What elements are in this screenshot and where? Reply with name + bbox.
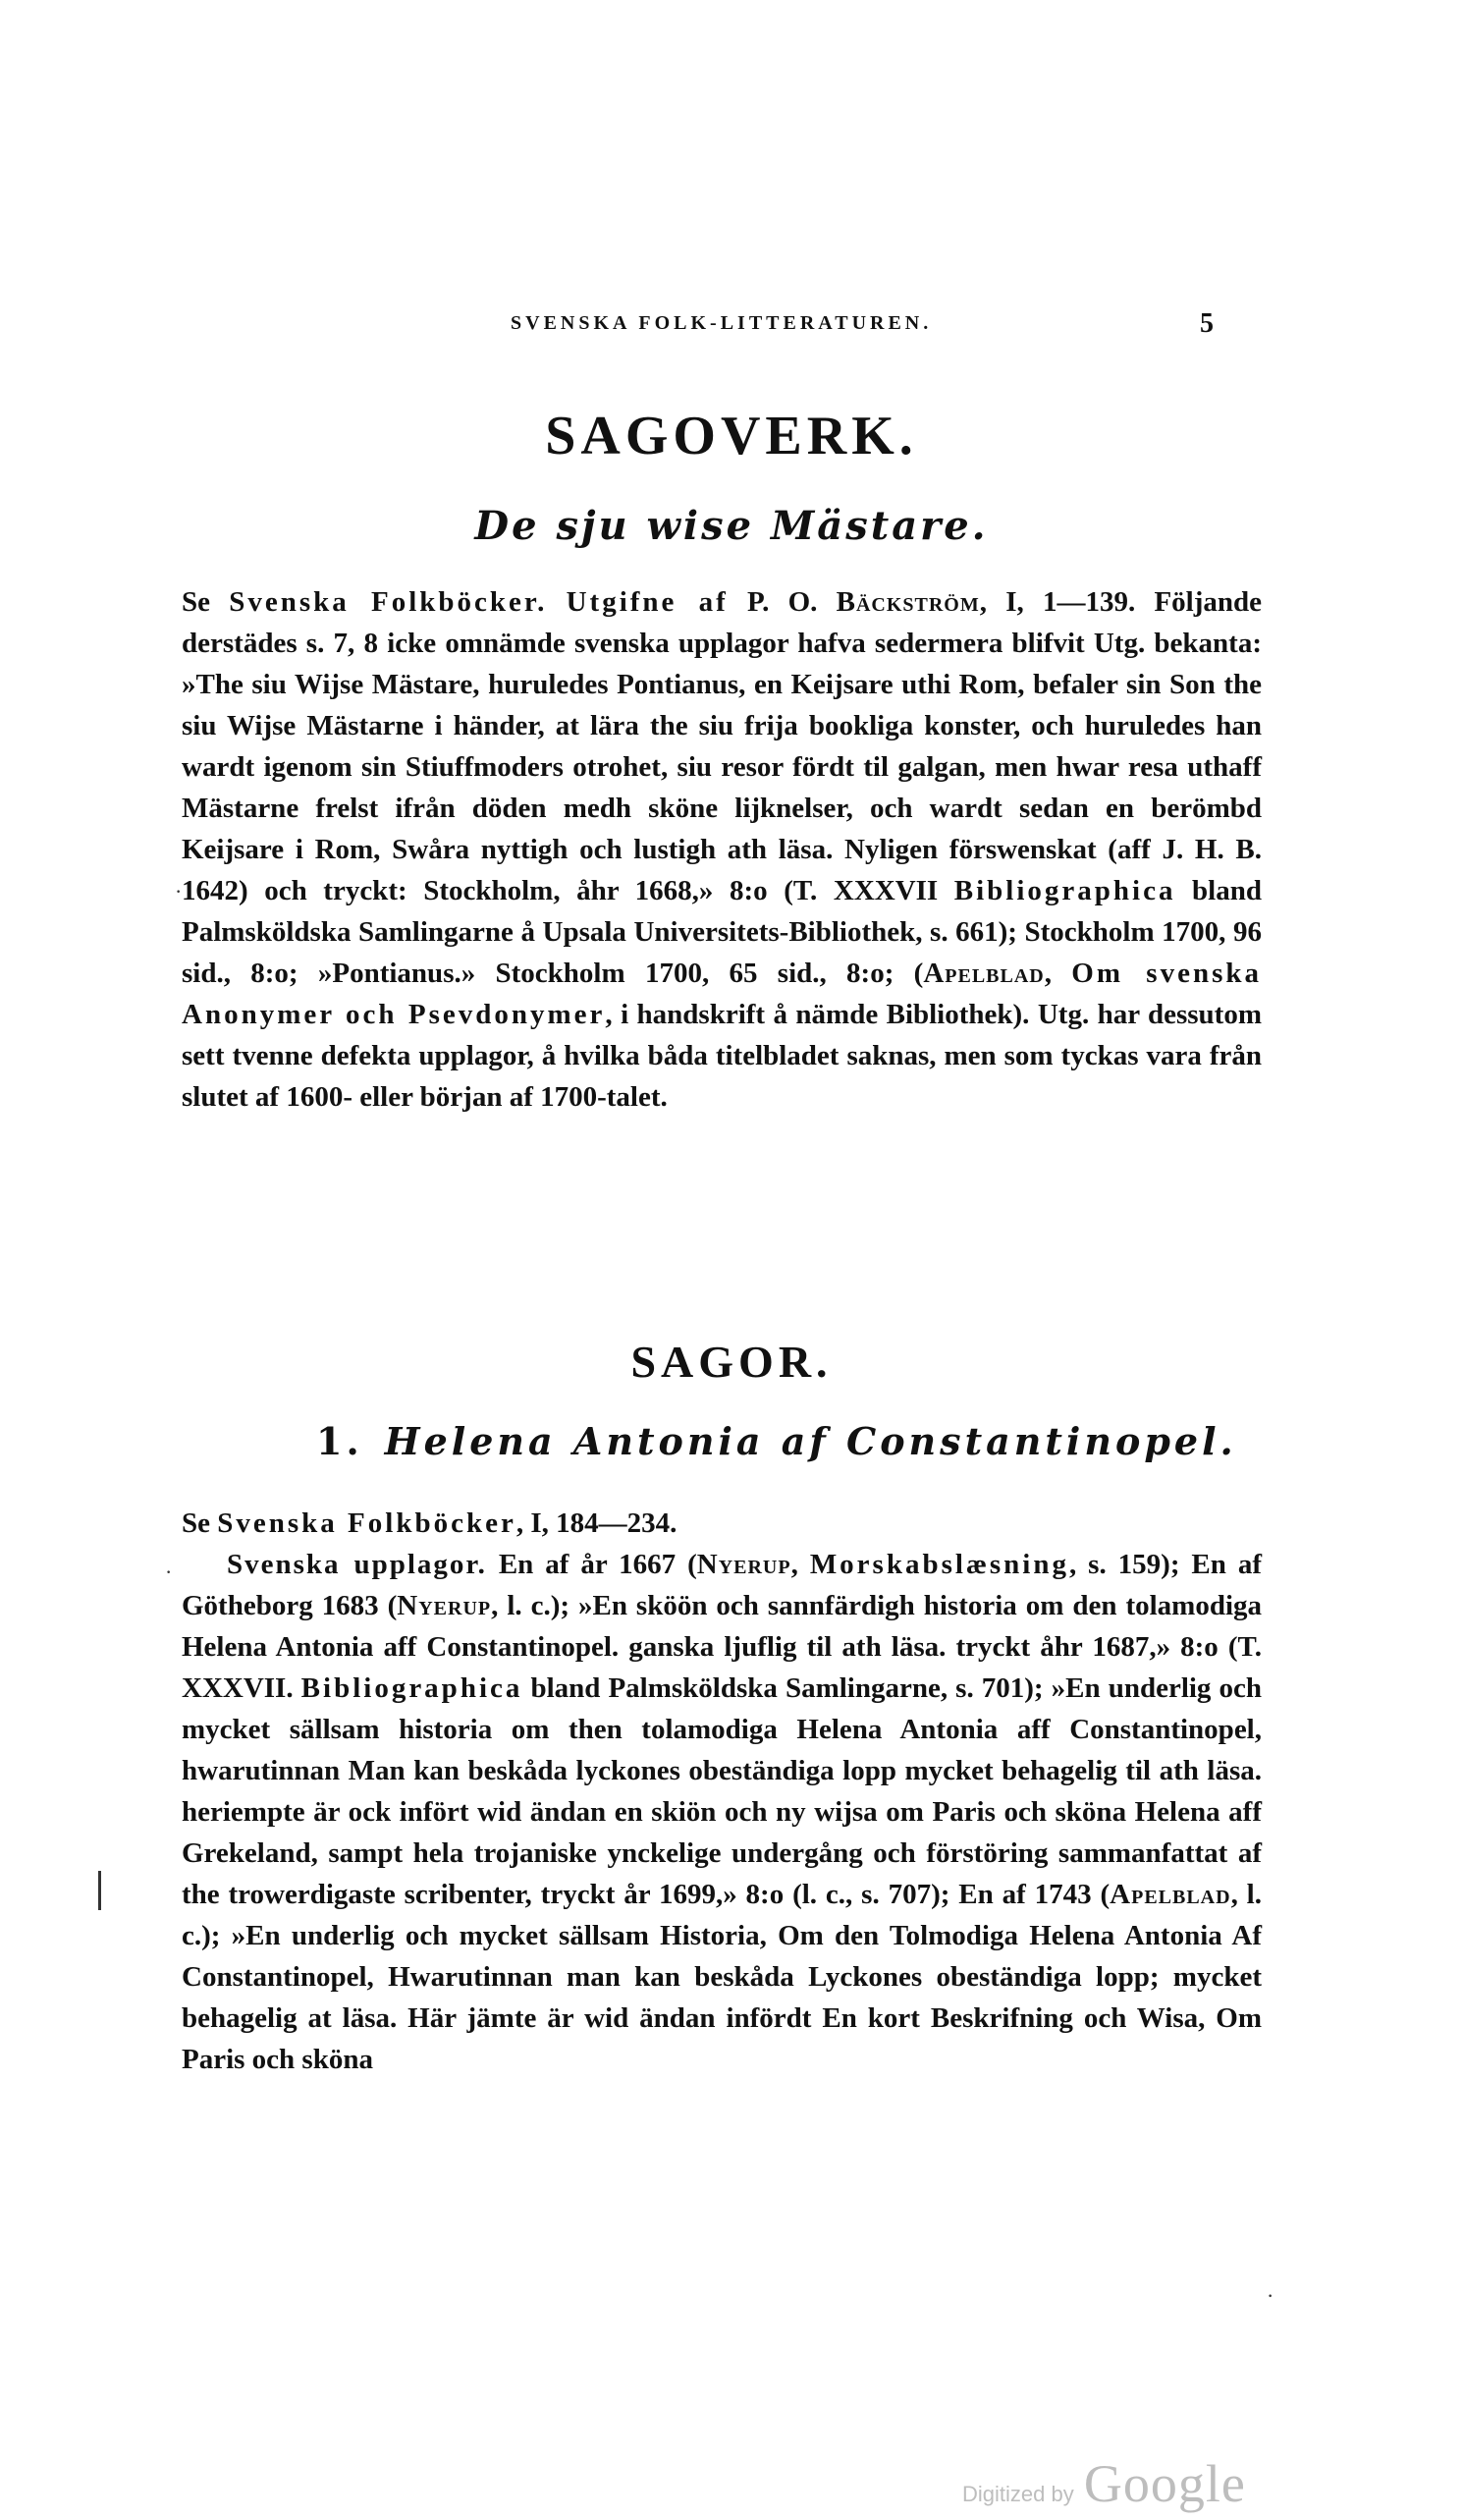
text-run: , i handskrift å nämde Bibliothek). Utg. har dessutom sett tvenne defekta upplagor, å hvilka båda titelbladet saknas, men som tyckas vara från slutet af 1600- eller början af 1700-talet. — [182, 999, 1262, 1113]
running-header — [511, 308, 1218, 342]
text-run: Om svenska Anonymer och Psevdonymer — [182, 958, 1262, 1030]
body-paragraph-sagoverk — [182, 581, 1262, 1118]
text-run: Svenska Folkböcker — [217, 1507, 516, 1539]
page-number: 5 — [1200, 308, 1218, 339]
running-title: SVENSKA FOLK-LITTERATUREN. — [511, 312, 933, 334]
text-run: Bibliographica — [953, 875, 1176, 906]
author-name: Nyerup — [696, 1549, 791, 1580]
digitized-watermark — [962, 2453, 1246, 2514]
author-name: Nyerup — [397, 1590, 492, 1621]
watermark-prefix: Digitized by — [962, 2482, 1074, 2506]
story-number: 1. — [316, 1419, 363, 1463]
author-name: Apelblad — [923, 958, 1045, 989]
text-run: Utgifne af — [566, 586, 729, 618]
section-title-sagoverk: SAGOVERK. — [545, 406, 918, 466]
text-run: , — [790, 1549, 810, 1580]
author-name: Bäckström — [836, 586, 980, 618]
body-paragraph-reference — [182, 1503, 1262, 1544]
text-run: bland Palmsköldska Samlingarne, s. 701); »En underlig och mycket sällsam historia om then tolamodiga Helena Antonia aff Constantinopel, hwarutinnan Man kan beskåda lyckones obeständiga lopp mycket behagelig til ath läsa. heriempte är ock infört wid ändan en skiön och ny wijsa om Paris och sköna Helena aff Grekeland, sampt hela trojaniske ynckelige undergång och förstöring sammanfattat af the trowerdigaste scribenter, tryckt år 1699,» 8:o (l. c., s. 707); En af 1743 ( — [182, 1672, 1263, 1910]
paragraph-lead: Svenska upplagor. — [227, 1549, 487, 1580]
text-run: Svenska Folkböcker. — [229, 586, 548, 618]
text-run: Se — [182, 1507, 218, 1539]
text-run: Se — [182, 586, 230, 618]
text-run: , s. 159); En af Götheborg 1683 ( — [182, 1549, 1262, 1621]
story-title: Helena Antonia af Constantinopel. — [384, 1419, 1237, 1463]
margin-dot: · — [1267, 2283, 1274, 2308]
text-run: Morskabslæsning — [809, 1549, 1069, 1580]
author-name: Apelblad — [1110, 1879, 1231, 1910]
text-run: Bibliographica — [300, 1672, 523, 1704]
text-run: , l. c.); »En underlig och mycket sällsam Historia, Om den Tolmodiga Helena Antonia Af Constantinopel, Hwarutinnan man kan beskåda Lyckones obeständiga lopp; mycket behagelig at läsa. Här jämte är wid ändan infördt En kort Beskrifning och Wisa, Om Paris och sköna — [182, 1879, 1262, 2075]
text-run: , — [1044, 958, 1072, 989]
text-run: P. O. — [728, 586, 837, 618]
text-run: En af år 1667 ( — [486, 1549, 697, 1580]
google-logo: Google — [1083, 2454, 1246, 2513]
story-heading — [316, 1419, 1237, 1463]
section-title-sagor: SAGOR. — [630, 1337, 833, 1387]
text-run: , I, 184—234. — [515, 1507, 677, 1539]
text-run — [547, 586, 566, 618]
work-title: De sju wise Mästare. — [474, 503, 989, 549]
text-run: , l. c.); »En sköön och sannfärdigh historia om den tolamodiga Helena Antonia aff Constantinopel. ganska ljuflig til ath läsa. tryckt åhr 1687,» 8:o (T. XXXVII. — [182, 1590, 1263, 1704]
text-run: , I, 1—139. Följande derstädes s. 7, 8 icke omnämde svenska upplagor hafva sedermera blifvit Utg. bekanta: »The siu Wijse Mästare, huruledes Pontianus, en Keijsare uthi Rom, befaler sin Son the siu Wijse Mästarne i händer, at lära the siu frija bookliga konster, och huruledes han wardt igenom sin Stiuffmoders otrohet, siu resor fördt til galgan, men hwar resa uthaff Mästarne frelst ifrån döden medh sköne lijknelser, och wardt sedan en berömbd Keijsare i Rom, Swåra nyttigh och lustigh ath läsa. Nyligen förswenskat (aff J. H. B. 1642) och tryckt: Stockholm, åhr 1668,» 8:o (T. XXXVII — [182, 586, 1263, 906]
margin-dot: · — [165, 1560, 173, 1584]
body-paragraph-upplagor — [182, 1544, 1262, 2080]
margin-dot: · — [175, 879, 183, 904]
text-run: bland Palmsköldska Samlingarne å Upsala Universitets-Bibliothek, s. 661); Stockholm 1700, 96 sid., 8:o; »Pontianus.» Stockholm 1700, 65 sid., 8:o; ( — [182, 875, 1262, 989]
margin-stroke — [98, 1871, 101, 1910]
